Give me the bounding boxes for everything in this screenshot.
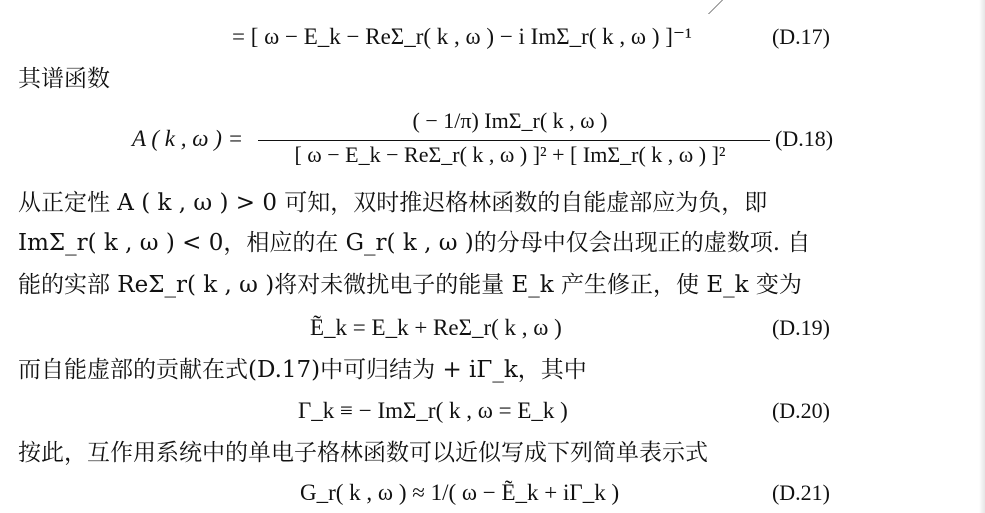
- paragraph-line-3: 能的实部 ReΣ_r( k , ω )将对未微扰电子的能量 E_k 产生修正，使 E_k 变为: [18, 272, 802, 298]
- equation-d18: [132, 108, 770, 172]
- equation-d19-number: (D.19): [771, 315, 830, 340]
- equation-d18-number: (D.18): [775, 126, 834, 151]
- equation-d18-numerator: ( − 1/π) ImΣ_r( k , ω ): [412, 108, 608, 133]
- equation-d20-body: Γ_k ≡ − ImΣ_r( k , ω = E_k ): [298, 398, 568, 423]
- equation-d20-number: (D.20): [771, 398, 830, 423]
- paragraph-line-1: 从正定性 A ( k , ω ) > 0 可知，双时推迟格林函数的自能虚部应为负，即: [18, 190, 768, 216]
- fraction-bar: [258, 140, 770, 141]
- equation-d18-denominator: [ ω − E_k − ReΣ_r( k , ω ) ]² + [ ImΣ_r( k , ω ) ]²: [294, 142, 726, 167]
- page-edge-shadow: [979, 0, 985, 513]
- equation-d18-lhs: A ( k , ω ) =: [132, 126, 244, 151]
- equation-d17-body: = [ ω − E_k − ReΣ_r( k , ω ) − i ImΣ_r( k , ω ) ]⁻¹: [232, 24, 692, 49]
- paragraph-d21-intro: 按此，互作用系统中的单电子格林函数可以近似写成下列简单表示式: [18, 440, 708, 466]
- equation-d21-body: G_r( k , ω ) ≈ 1/( ω − Ẽ_k + iΓ_k ): [300, 480, 620, 505]
- spectral-function-label: 其谱函数: [18, 66, 110, 92]
- paragraph-d20-intro: 而自能虚部的贡献在式(D.17)中可归结为 + iΓ_k，其中: [18, 357, 587, 383]
- equation-d17-number: (D.17): [771, 24, 830, 49]
- equation-d19-body: Ẽ_k = E_k + ReΣ_r( k , ω ): [310, 315, 562, 340]
- equation-d21-number: (D.21): [771, 480, 830, 505]
- paragraph-line-2: ImΣ_r( k , ω ) < 0，相应的在 G_r( k , ω )的分母中仅会出现正的虚数项. 自: [18, 230, 811, 256]
- scan-pen-mark: [686, 0, 723, 14]
